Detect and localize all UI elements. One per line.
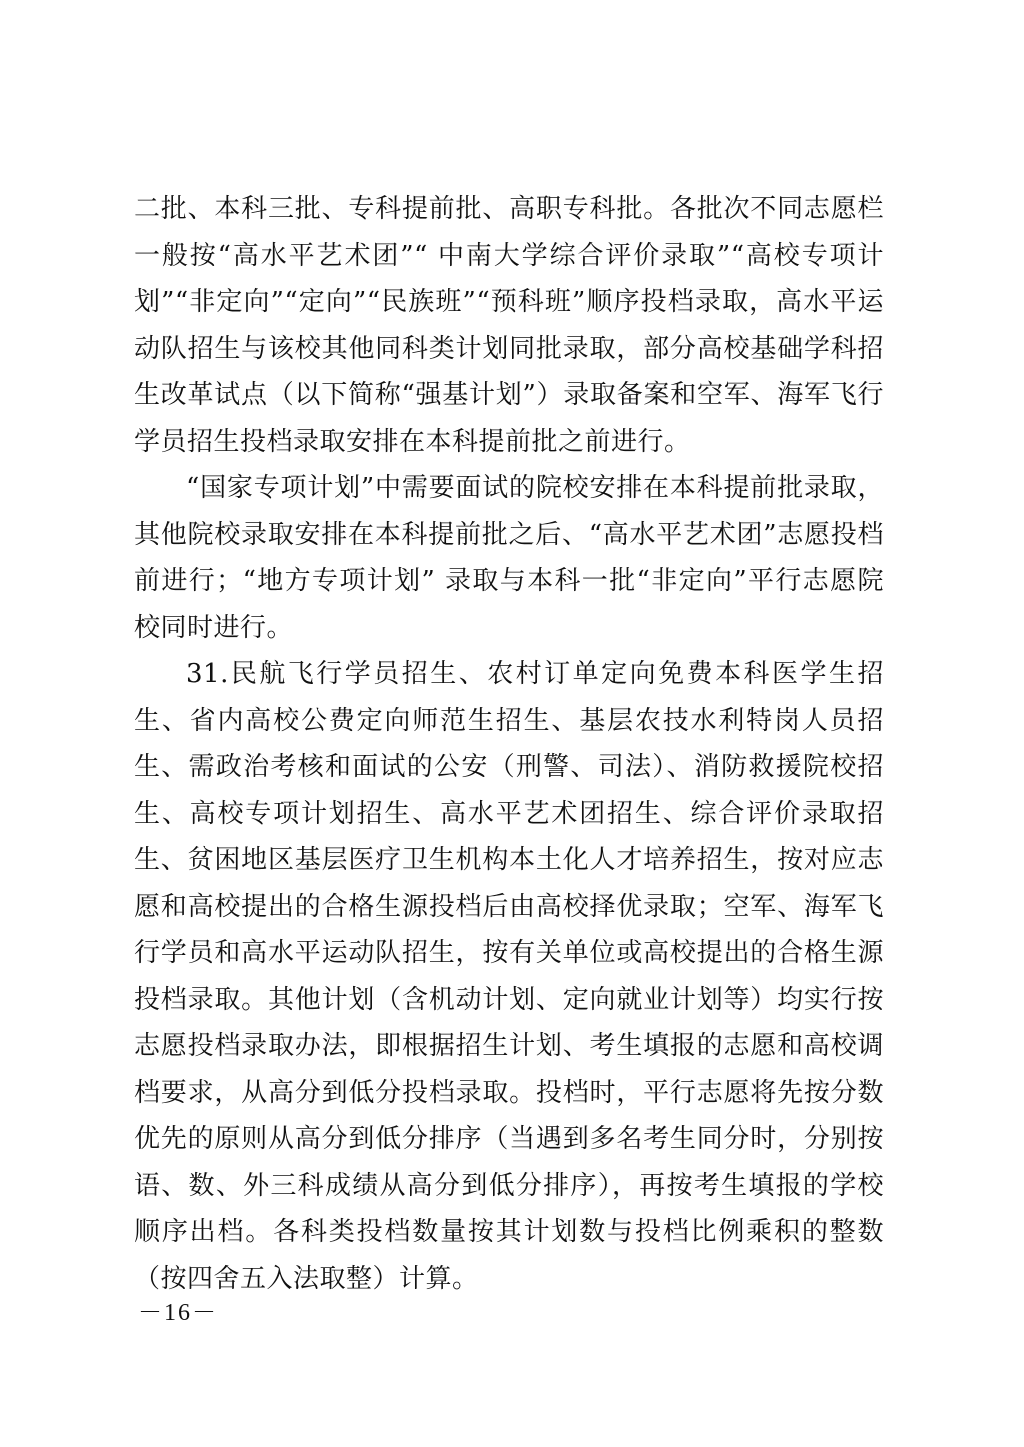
document-body <box>134 186 884 1302</box>
paragraph-admission-batches: 二批、本科三批、专科提前批、高职专科批。各批次不同志愿栏一般按“高水平艺术团”“ 中南大学综合评价录取”“高校专项计划”“非定向”“定向”“民族班”“预科班”顺序投档录取，高水平运动队招生与该校其他同科类计划同批录取，部分高校基础学科招生改革试点（以下简称“强基计划”）录取备案和空军、海军飞行学员招生投档录取安排在本科提前批之前进行。 <box>134 194 884 457</box>
page-number: －16－ <box>138 1300 218 1326</box>
paragraph-article-31: 31.民航飞行学员招生、农村订单定向免费本科医学生招生、省内高校公费定向师范生招生、基层农技水利特岗人员招生、需政治考核和面试的公安（刑警、司法）、消防救援院校招生、高校专项计划招生、高水平艺术团招生、综合评价录取招生、贫困地区基层医疗卫生机构本土化人才培养招生，按对应志愿和高校提出的合格生源投档后由高校择优录取；空军、海军飞行学员和高水平运动队招生，按有关单位或高校提出的合格生源投档录取。其他计划（含机动计划、定向就业计划等）均实行按志愿投档录取办法，即根据招生计划、考生填报的志愿和高校调档要求，从高分到低分投档录取。投档时，平行志愿将先按分数优先的原则从高分到低分排序（当遇到多名考生同分时，分别按语、数、外三科成绩从高分到低分排序），再按考生填报的学校顺序出档。各科类投档数量按其计划数与投档比例乘积的整数（按四舍五入法取整）计算。 <box>134 659 884 1294</box>
paragraph-special-plans: “国家专项计划”中需要面试的院校安排在本科提前批录取，其他院校录取安排在本科提前批之后、“高水平艺术团”志愿投档前进行；“地方专项计划” 录取与本科一批“非定向”平行志愿院校同时进行。 <box>134 473 884 643</box>
